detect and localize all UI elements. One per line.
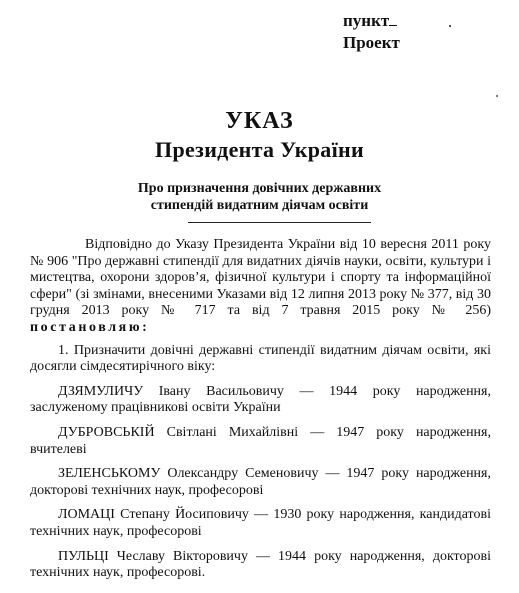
preamble-paragraph bbox=[30, 237, 491, 337]
subject-line: стипендій видатним діячам освіти bbox=[150, 198, 369, 213]
decree-title: УКАЗ bbox=[225, 108, 294, 134]
document-status bbox=[343, 10, 400, 54]
clause-1: 1. Призначити довічні державні стипендії видатним діячам освіти, які досягли сімдесятирічного віку: bbox=[30, 342, 491, 375]
subject-line: Про призначення довічних державних bbox=[137, 181, 382, 196]
list-item: ЛОМАЦІ Степану Йосиповичу — 1930 року народження, кандидатові технічних наук, професорові bbox=[30, 507, 491, 539]
scan-speck bbox=[496, 95, 498, 97]
list-item: ПУЛЬЦІ Чеславу Вікторовичу — 1944 року народження, докторові технічних наук, професорові. bbox=[30, 548, 491, 581]
title-divider bbox=[188, 222, 371, 223]
decree-word: постановляю: bbox=[30, 319, 150, 335]
point-label: пункт bbox=[343, 10, 400, 32]
decree-subject bbox=[0, 180, 519, 214]
list-item: ДЗЯМУЛИЧУ Івану Васильовичу — 1944 року народження, заслуженому працівникові освіти України bbox=[30, 383, 491, 416]
preamble-text: Відповідно до Указу Президента України від 10 вересня 2011 року № 906 "Про державні стипендії для видатних діячів науки, освіти, культури і мистецтва, охорони здоров’я, фізичної культури і спорту та інформаційної сфери" (зі змінами, внесеними Указами від 12 липня 2013 року № 377, від 30 грудня 2013 року № 717 та від 7 травня 2015 року № 256) bbox=[30, 237, 491, 319]
decree-body bbox=[30, 237, 491, 582]
draft-label: Проект bbox=[343, 33, 400, 52]
list-item: ЗЕЛЕНСЬКОМУ Олександру Семеновичу — 1947 року народження, докторові технічних наук, професорові bbox=[30, 466, 491, 498]
decree-issuer: Президента України bbox=[155, 137, 364, 162]
scan-speck bbox=[449, 25, 451, 27]
blank-line bbox=[389, 11, 397, 26]
list-item: ДУБРОВСЬКІЙ Світлані Михайлівні — 1947 року народження, вчителеві bbox=[30, 424, 491, 457]
